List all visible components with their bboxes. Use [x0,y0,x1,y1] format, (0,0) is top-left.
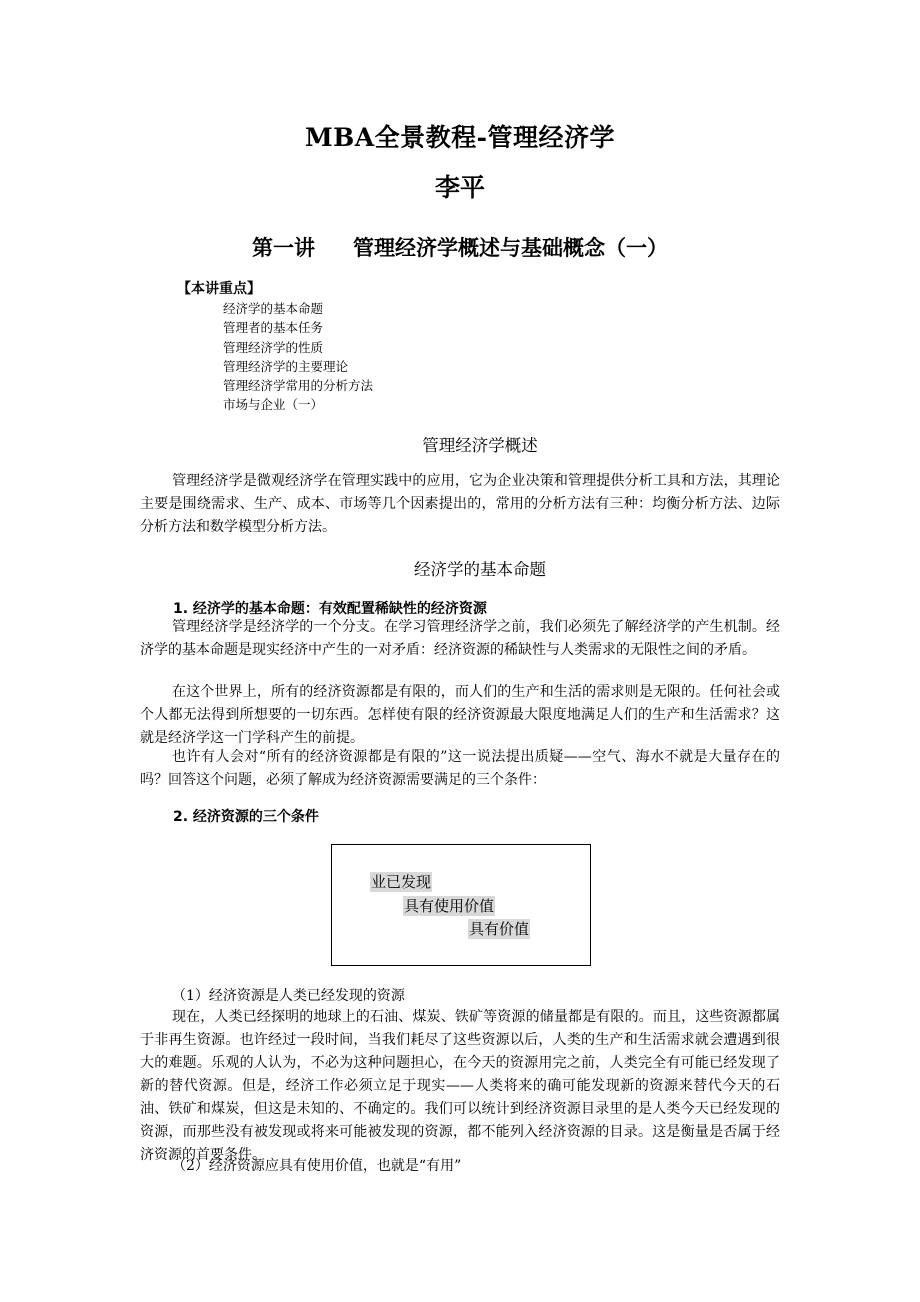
condition-use-value: 具有使用价值 [404,897,495,915]
key-point-item: 市场与企业（一） [223,397,324,413]
key-points-heading: 【本讲重点】 [177,281,261,297]
lecture-title: 管理经济学概述与基础概念（一） [353,236,668,260]
key-points-list [177,299,373,415]
list-item: （1）经济资源是人类已经发现的资源 [172,988,405,1004]
paragraph: 也许有人会对“所有的经济资源都是有限的”这一说法提出质疑——空气、海水不就是大量存在的吗？回答这个问题，必须了解成为经济资源需要满足的三个条件： [140,749,780,788]
section-heading-basic: 经济学的基本命题 [414,560,546,579]
key-point-item: 管理经济学的性质 [223,339,324,355]
list-item: （2）经济资源应具有使用价值，也就是“有用” [172,1158,462,1174]
subheading-three-conditions: 2. 经济资源的三个条件 [173,809,319,825]
paragraph: 管理经济学是经济学的一个分支。在学习管理经济学之前，我们必须先了解经济学的产生机制。经济学的基本命题是现实经济中产生的一对矛盾：经济资源的稀缺性与人类需求的无限性之间的矛盾。 [140,619,780,658]
document-title: MBA全景教程-管理经济学 [304,123,616,152]
key-point-item: 经济学的基本命题 [223,301,324,316]
condition-value: 具有价值 [469,920,530,938]
condition-discovered: 业已发现 [371,873,432,891]
paragraph: 现在，人类已经探明的地球上的石油、煤炭、铁矿等资源的储量都是有限的。而且，这些资源都属于非再生资源。也许经过一段时间，当我们耗尽了这些资源以后，人类的生产和生活需求就会遭遇到很大的难题。乐观的人认为，不必为这种问题担心，在今天的资源用完之前，人类完全有可能已经发现了新的替代资源。但是，经济工作必须立足于现实——人类将来的确可能发现新的资源来替代今天的石油、铁矿和煤炭，但这是未知的、不确定的。我们可以统计到经济资源目录里的是人类今天已经发现的资源，而那些没有被发现或将来可能被发现的资源，都不能列入经济资源的目录。这是衡量是否属于经济资源的首要条件。 [140,1009,780,1163]
section-heading-overview: 管理经济学概述 [422,436,538,455]
key-point-item: 管理者的基本任务 [223,320,324,336]
paragraph: 在这个世界上，所有的经济资源都是有限的，而人们的生产和生活的需求则是无限的。任何社会或个人都无法得到所想要的一切东西。怎样使有限的经济资源最大限度地满足人们的生产和生活需求？这就是经济学这一门学科产生的前提。 [140,684,780,746]
key-points [177,280,373,415]
overview-paragraph: 管理经济学是微观经济学在管理实践中的应用，它为企业决策和管理提供分析工具和方法，其理论主要是围绕需求、生产、成本、市场等几个因素提出的，常用的分析方法有三种：均衡分析方法、边际分析方法和数学模型分析方法。 [140,473,780,535]
author-name: 李平 [434,173,485,202]
conditions-diagram [331,844,591,966]
key-point-item: 管理经济学的主要理论 [223,358,349,374]
lecture-heading [0,232,920,262]
subheading-basic-proposition: 1. 经济学的基本命题：有效配置稀缺性的经济资源 [173,601,487,617]
lecture-number: 第一讲 [252,236,315,260]
key-point-item: 管理经济学常用的分析方法 [223,378,374,394]
